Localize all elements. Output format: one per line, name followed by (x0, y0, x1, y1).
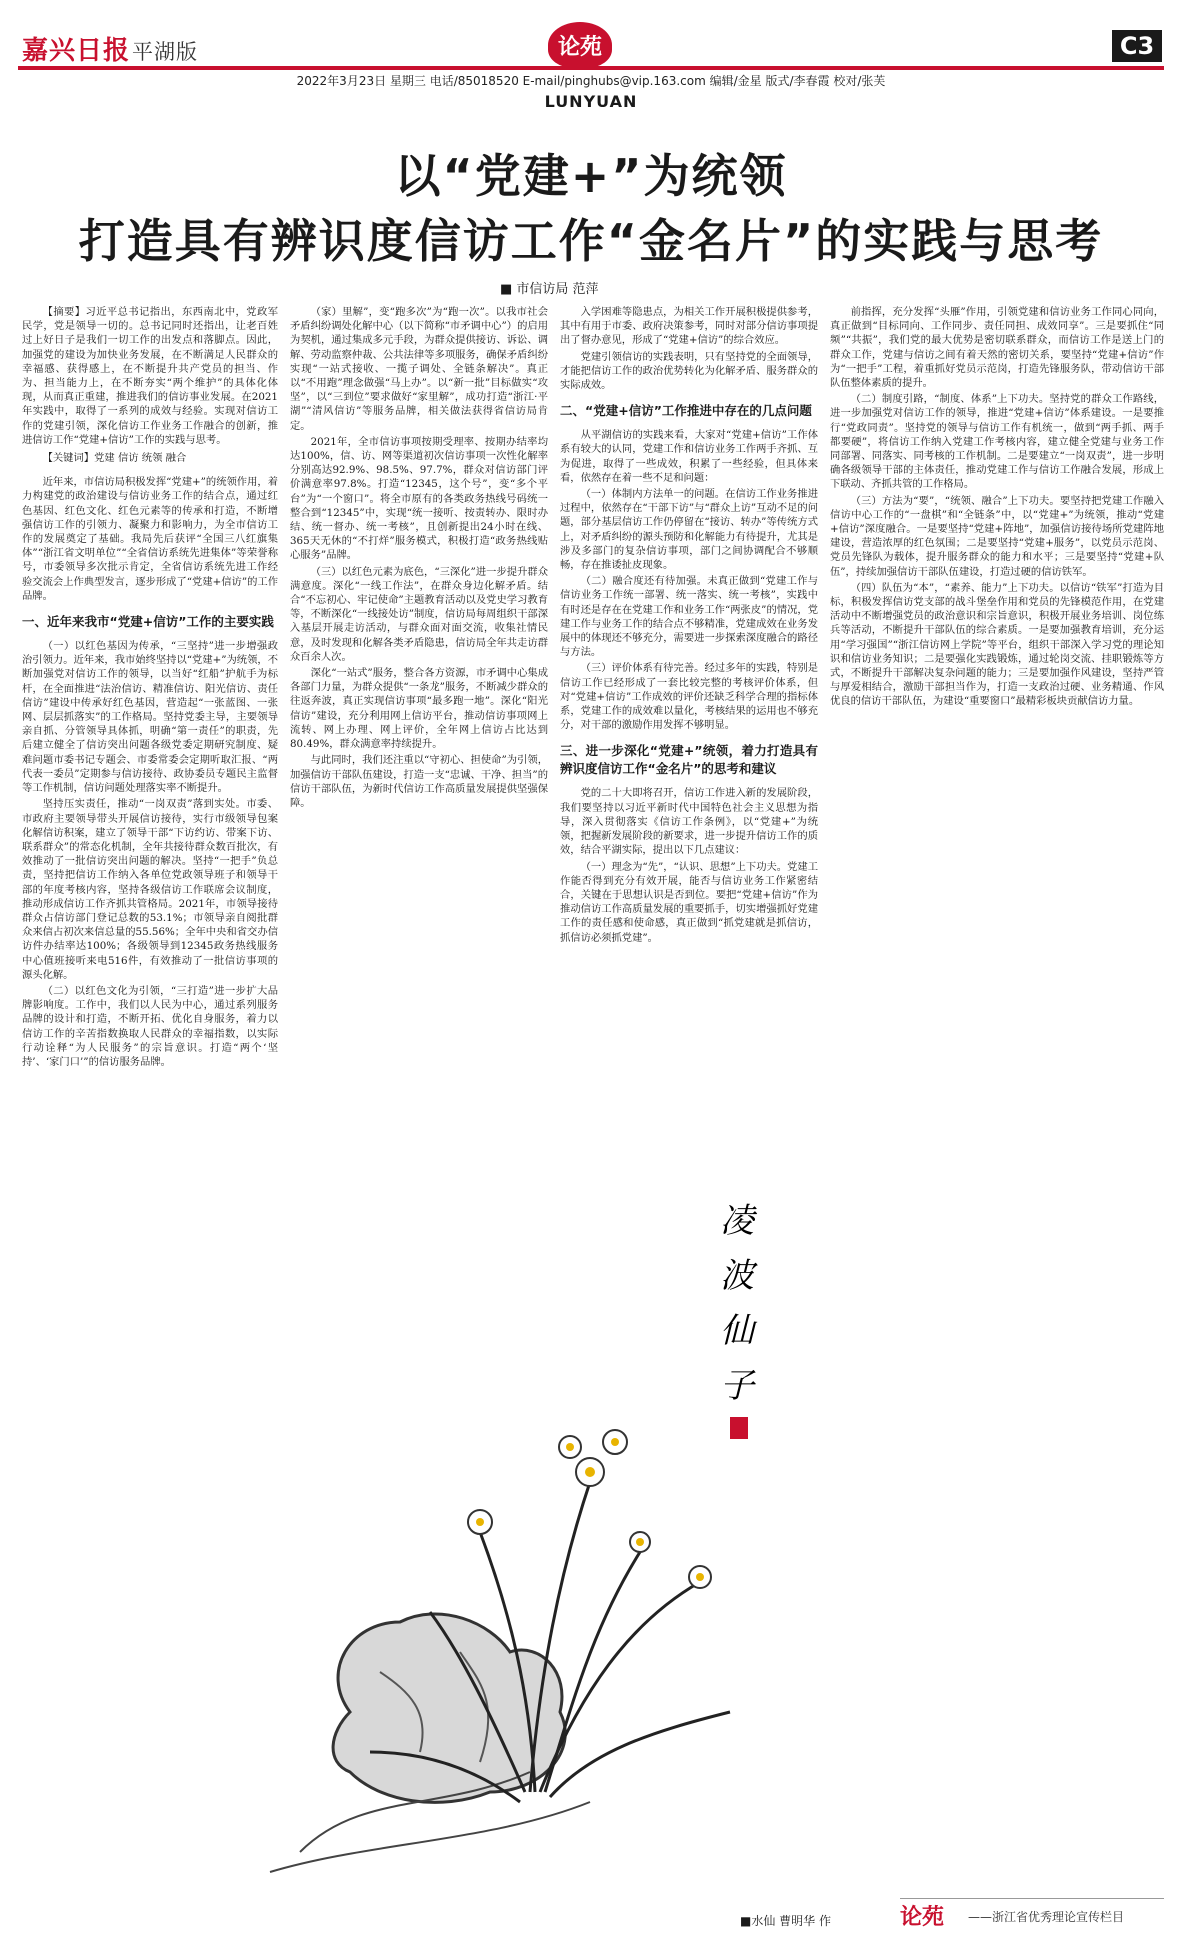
body-paragraph: 与此同时，我们还注重以“守初心、担使命”为引领，加强信访干部队伍建设，打造一支“忠诚、干净、担当”的信访干部队伍，为新时代信访工作高质量发展提供坚强保障。 (290, 754, 548, 809)
article-column-4 (830, 305, 1164, 1890)
body-paragraph: （三）评价体系有待完善。经过多年的实践，特别是信访工作已经形成了一套比较完整的考核评价体系，但对“党建+信访”工作成效的评价还缺乏科学合理的指标体系，党建工作的成效难以量化，考核结果的运用也不够充分，对干部的激励作用发挥不够明显。 (560, 662, 818, 732)
svg-text:凌: 凌 (720, 1201, 754, 1241)
calligraphy-inscription (720, 1201, 758, 1439)
edition-info-line: 2022年3月23日 星期三 电话/85018520 E-mail/pinghubs@vip.163.com 编辑/金星 版式/李春霞 校对/张芙 (296, 74, 886, 88)
page-number: C3 (1112, 30, 1162, 62)
narcissus-flowers (468, 1430, 711, 1588)
section-heading-1: 一、近年来我市“党建+信访”工作的主要实践 (22, 614, 274, 630)
body-paragraph: 深化“一站式”服务，整合各方资源，市矛调中心集成各部门力量，为群众提供“一条龙”服务，不断减少群众的往返奔波，真正实现信访事项“最多跑一地”。深化“阳光信访”建设，充分利用网上信访平台，推动信访事项网上流转、网上办理、网上评价，全年网上信访占比达到80.49%，群众满意率持续提升。 (290, 667, 548, 751)
body-paragraph: （二）融合度还有待加强。未真正做到“党建工作与信访业务工作统一部署、统一落实、统一考核”，实践中有时还是存在在党建工作和业务工作“两张皮”的情况，党建工作与业务工作的结合点不够精准，党建成效在业务发展中的体现还不够充分，需要进一步探索深度融合的路径与方法。 (560, 575, 818, 659)
svg-text:子: 子 (720, 1366, 754, 1406)
body-paragraph: 坚持压实责任，推动“一岗双责”落到实处。市委、市政府主要领导带头开展信访接待，实行市级领导包案化解信访积案，建立了领导干部“下访约访、带案下访、联系群众”的常态化机制，全年共接待群众数百批次，有效推动了一批信访突出问题的解决。坚持“一把手”负总责，坚持把信访工作纳入各单位党政领导班子和领导干部的年度考核内容，坚持各级信访工作联席会议制度，推动形成信访工作齐抓共管格局。2021年，市领导接待群众占信访部门登记总数的53.1%；市领导亲自阅批群众来信占初次来信总量的55.56%；全年中央和省交办信访件办结率达100%；各级领导到12345政务热线服务中心值班接听来电516件，有效推动了一批信访事项的源头化解。 (22, 798, 278, 981)
article-column-3 (560, 305, 818, 1150)
painting-caption: ■水仙 曹明华 作 (740, 1914, 831, 1928)
section-badge: 论苑 (548, 22, 612, 68)
body-paragraph: （一）以红色基因为传承，“三坚持”进一步增强政治引领力。近年来，我市始终坚持以“党建+”为统领，不断加强党对信访工作的领导，以当好“红船”护航手为标杆，在全面推进“法治信访、精准信访、阳光信访、责任信访”建设中传承好红色基因，营造起“一张蓝图、一张网、层层抓落实”的工作格局。坚持党委主导，主要领导亲自抓、分管领导具体抓，明确“第一责任”的职责，先后建立健全了信访突出问题各级党委定期研究制度、疑难问题市委书记专题会、市委常委会定期听取汇报、“两代表一委员”定期参与信访接待、政协委员专题民主监督等工作机制，信访问题处理落实率不断提升。 (22, 640, 278, 795)
article-title-line2: 打造具有辨识度信访工作“金名片”的实践与思考 (78, 214, 1104, 268)
body-paragraph: 党的二十大即将召开，信访工作进入新的发展阶段，我们要坚持以习近平新时代中国特色社会主义思想为指导，深入贯彻落实《信访工作条例》，以“党建+”为统领，把握新发展阶段的新要求，进一步提升信访工作的质效，结合平湖实际，提出以下几点建议： (560, 787, 818, 857)
body-paragraph: 党建引领信访的实践表明，只有坚持党的全面领导，才能把信访工作的政治优势转化为化解矛盾、服务群众的实际成效。 (560, 350, 818, 392)
keywords: 【关键词】党建 信访 统领 融合 (42, 452, 187, 465)
body-paragraph: （家）里解”，变“跑多次”为“跑一次”。以我市社会矛盾纠纷调处化解中心（以下简称“市矛调中心”）的启用为契机，通过集成多元手段，为群众提供接访、诉讼、调解、劳动监察仲裁、公共法律等多项服务，确保矛盾纠纷实现“一站式接收、一揽子调处、全链条解决”。真正以“不用跑”理念做强“马上办”。以“新一批”目标做实“攻坚”，以“三到位”要求做好“家里解”，成功打造“浙江·平湖”“清风信访”等服务品牌，相关做法获得省信访局肯定。 (290, 306, 548, 432)
painting-illustration (230, 1152, 790, 1912)
newspaper-logo: 嘉兴日报平湖版 (22, 36, 199, 66)
body-paragraph: 入学困难等隐患点，为相关工作开展积极提供参考，其中有用于市委、政府决策参考，同时对部分信访事项提出了督办意见，形成了“党建+信访”的综合效应。 (560, 306, 818, 347)
body-paragraph: （二）制度引路，“制度、体系”上下功夫。坚持党的群众工作路线，进一步加强党对信访工作的领导，推进“党建+信访”体系建设。一是要推行“党政同责”。坚持党的领导与信访工作有机统一，做到“两手抓、两手都要硬”，将信访工作纳入党建工作考核内容，建立健全党建与业务工作同部署、同落实、同考核的工作机制。二是要建立“一岗双责”，进一步明确各级领导干部的主体责任，推动党建工作与信访工作融合发展，形成上下联动、齐抓共管的工作格局。 (830, 393, 1164, 491)
body-paragraph: 2021年，全市信访事项按期受理率、按期办结率均达100%，信、访、网等渠道初次信访事项一次性化解率分别高达92.9%、98.5%、97.7%，群众对信访部门评价满意率97.8%。打造“12345，这个号”，变“多个平台”为“一个窗口”。将全市原有的各类政务热线号码统一整合到“12345”中，实现“统一接听、按责转办、限时办结、统一督办、统一考核”，且创新提出24小时在线、365天无休的“不打烊”服务模式，积极打造“政务热线贴心服务”品牌。 (290, 435, 548, 562)
intro-paragraph: 近年来，市信访局积极发挥“党建+”的统领作用，着力构建党的政治建设与信访业务工作的结合点，通过红色基因、红色文化、红色元素等的传承和打造，不断增强信访工作的引领力、凝聚力和影响力，为全市信访工作的发展奠定了基础。我局先后获评“全国三八红旗集体”“浙江省文明单位”“全省信访系统先进集体”等荣誉称号，市委领导多次批示肯定，全省信访系统先进工作经验交流会上作典型发言，逐步形成了“党建+信访”的工作品牌。 (22, 476, 278, 602)
footer-tagline: ——浙江省优秀理论宣传栏目 (968, 1910, 1125, 1924)
header-rule (18, 66, 1164, 70)
section-heading-2: 二、“党建+信访”工作推进中存在的几点问题 (560, 403, 812, 419)
article-abstract (22, 305, 278, 465)
article-byline: ■ 市信访局 范萍 (500, 282, 599, 297)
section-heading-3: 三、进一步深化“党建+”统领，着力打造具有辨识度信访工作“金名片”的思考和建议 (560, 743, 818, 777)
svg-text:波: 波 (720, 1256, 754, 1296)
seal-stamp (730, 1417, 748, 1439)
body-paragraph: （二）以红色文化为引领，“三打造”进一步扩大品牌影响度。工作中，我们以人民为中心，通过系列服务品牌的设计和打造，不断开拓、优化自身服务，着力以信访工作的辛苦指数换取人民群众的幸福指数，以实际行动诠释“为人民服务”的宗旨意识。打造“两个‘坚持’、‘家门口’”的信访服务品牌。 (22, 984, 278, 1068)
body-paragraph: （三）以红色元素为底色，“三深化”进一步提升群众满意度。深化“一线工作法”，在群众身边化解矛盾。结合“不忘初心、牢记使命”主题教育活动以及党史学习教育等，不断深化“一线接处访”制度，信访局每周组织干部深入基层开展走访活动，与群众面对面交流，收集社情民意，及时发现和化解各类矛盾隐患，信访局全年共走访群众百余人次。 (290, 565, 548, 663)
article-column-2 (290, 305, 548, 1150)
article-title-line1: 以“党建+”为统领 (394, 149, 788, 203)
narcissus-painting (230, 1152, 790, 1912)
masthead (0, 0, 1182, 110)
body-paragraph: （四）队伍为“本”，“素养、能力”上下功夫。以信访“铁军”打造为目标，积极发挥信访党支部的战斗堡垒作用和党员的先锋模范作用，在党建活动中不断增强党员的政治意识和宗旨意识，积极开展业务培训、岗位练兵等活动，不断提升干部队伍的综合素质。一是要加强教育培训，充分运用“学习强国”“浙江信访网上学院”等平台，组织干部深入学习党的理论知识和信访业务知识；二是要强化实践锻炼，通过轮岗交流、挂职锻炼等方式，不断提升干部解决复杂问题的能力；三是要加强作风建设，坚持严管与厚爱相结合，激励干部担当作为，打造一支政治过硬、业务精通、作风优良的信访干部队伍，为建设“重要窗口”最精彩板块贡献信访力量。 (830, 581, 1164, 708)
body-paragraph: （一）理念为“先”，“认识、思想”上下功夫。党建工作能否得到充分有效开展，能否与信访业务工作紧密结合，关键在于思想认识是否到位。要把“党建+信访”作为推动信访工作高质量发展的重要抓手，切实增强抓好党建工作的责任感和使命感，真正做到“抓党建就是抓信访，抓信访必须抓党建”。 (560, 860, 818, 944)
body-paragraph: （一）体制内方法单一的问题。在信访工作业务推进过程中，依然存在“干部下访”与“群众上访”互动不足的问题，部分基层信访工作仍停留在“接访、转办”等传统方式上，对矛盾纠纷的源头预防和化解能力有待提升，尤其是涉及多部门的复杂信访事项，部门之间协调配合不够顺畅，存在推诿扯皮现象。 (560, 488, 818, 572)
body-paragraph: 前指挥，充分发挥“头雁”作用，引领党建和信访业务工作同心同向，真正做到“目标同向、工作同步、责任同担、成效同享”。三是要抓住“同频”“共振”，我们党的最大优势是密切联系群众，而信访工作是送上门的群众工作，党建与信访之间有着天然的密切关系，要坚持“党建+信访”作为“一把手”工程，着重抓好党员示范岗，打造先锋服务队，带动信访干部队伍整体素质的提升。 (830, 306, 1164, 390)
body-paragraph: （三）方法为“要”，“统领、融合”上下功夫。要坚持把党建工作融入信访中心工作的“一盘棋”和“全链条”中，以“党建+”为统领，推动“党建+信访”深度融合。一是要坚持“党建+阵地”，加强信访接待场所党建阵地建设，营造浓厚的红色氛围；二是要坚持“党建+服务”，以党员示范岗、党员先锋队为载体，提升服务群众的能力和水平；三是要坚持“党建+队伍”，持续加强信访干部队伍建设，打造过硬的信访铁军。 (830, 494, 1164, 578)
footer-section-logo: 论苑 (900, 1905, 945, 1930)
svg-text:仙: 仙 (720, 1311, 754, 1351)
body-paragraph: 从平湖信访的实践来看，大家对“党建+信访”工作体系有较大的认同，党建工作和信访业务工作两手齐抓、互为促进，取得了一些成效，积累了一些经验，但具体来看，依然存在着一些不足和问题： (560, 429, 818, 484)
section-pinyin: LUNYUAN (544, 92, 638, 111)
abstract-text: 【摘要】习近平总书记指出，东西南北中，党政军民学，党是领导一切的。总书记同时还指出，让老百姓过上好日子是我们一切工作的出发点和落脚点。因此，加强党的建设为加快业务发展，在不断满足人民群众的幸福感、获得感上，在不断提升共产党员的担当、作为、担当能力上，在不断夯实“两个维护”的具体化体现，从而真正重建，推进我们的信访事业发展。在2021年实践中，取得了一系列的成效与经验。实现对信访工作的党建引领，深化信访工作业务工作融合的创新，推进信访工作“党建+信访”工作的实践与思考。 (22, 306, 278, 446)
